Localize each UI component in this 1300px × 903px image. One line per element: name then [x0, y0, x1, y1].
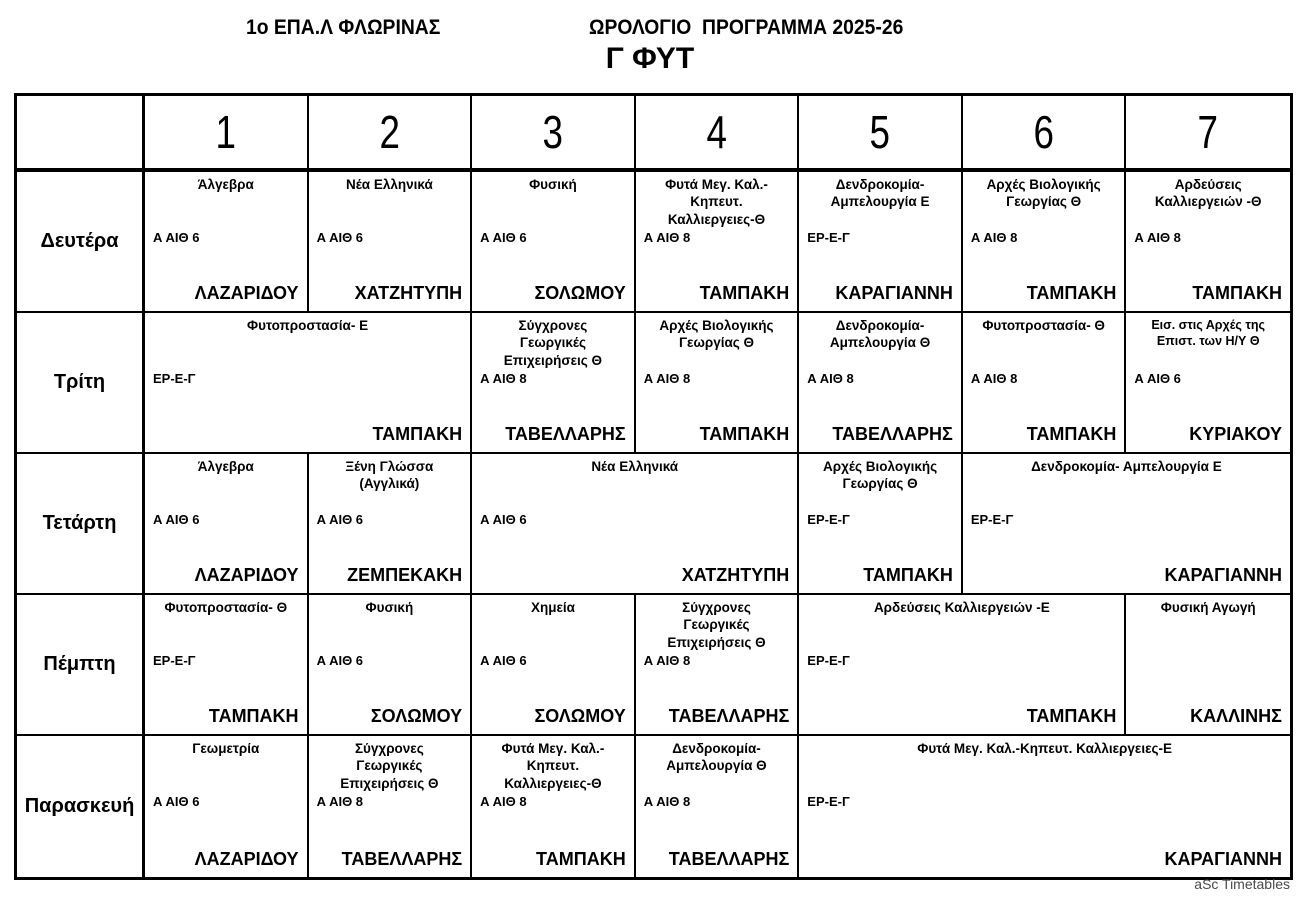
period-number: 3 [542, 106, 564, 158]
teacher-label: ΤΑΜΠΑΚΗ [1026, 283, 1117, 303]
lesson-cell [1126, 172, 1290, 313]
subject-label: Άλγεβρα [197, 459, 254, 474]
period-number: 1 [215, 106, 237, 158]
subject-label: Αρχές Βιολογικής Γεωργίας Θ [659, 318, 774, 351]
room-label: Α ΑΙΘ 8 [480, 371, 527, 386]
lesson-cell [1126, 313, 1290, 454]
program-title: ΩΡΟΛΟΓΙΟ ΠΡΟΓΡΑΜΜΑ 2025-26 [589, 16, 904, 39]
teacher-label: ΤΑΒΕΛΛΑΡΗΣ [341, 849, 463, 869]
lesson-cell [145, 595, 309, 736]
teacher-label: ΛΑΖΑΡΙΔΟΥ [194, 283, 299, 303]
day-label: Τρίτη [53, 371, 106, 393]
lesson-cell [472, 736, 636, 877]
lesson-cell [963, 454, 1290, 595]
room-label: Α ΑΙΘ 8 [1134, 230, 1181, 245]
subject-label: Φυτοπροστασία- Ε [247, 318, 369, 333]
period-header [309, 96, 473, 172]
teacher-label: ΚΑΡΑΓΙΑΝΝΗ [1164, 849, 1282, 869]
room-label: Α ΑΙΘ 8 [970, 230, 1018, 245]
subject-label: Γεωμετρία [192, 741, 260, 756]
period-header [636, 96, 800, 172]
lesson-cell [799, 595, 1126, 736]
subject-label: Νέα Ελληνικά [345, 177, 433, 192]
subject-label: Χημεία [530, 600, 575, 615]
lesson-cell [472, 595, 636, 736]
subject-label: Φυσική Αγωγή [1160, 600, 1256, 615]
lesson-cell [799, 172, 963, 313]
subject-label: Φυσική [529, 177, 577, 192]
teacher-label: ΤΑΜΠΑΚΗ [372, 424, 463, 444]
room-label: Α ΑΙΘ 8 [480, 794, 527, 809]
lesson-cell [636, 172, 800, 313]
period-number: 5 [869, 106, 891, 158]
room-label: ΕΡ-Ε-Γ [153, 653, 196, 668]
subject-label: Δενδροκομία-Αμπελουργία Θ [829, 318, 931, 351]
room-label: Α ΑΙΘ 6 [480, 512, 527, 527]
corner-mark: . [48, 866, 53, 883]
teacher-label: ΛΑΖΑΡΙΔΟΥ [194, 849, 299, 869]
lesson-cell [636, 313, 800, 454]
period-header [472, 96, 636, 172]
subject-label: Αρδεύσεις Καλλιεργειών -Ε [873, 600, 1050, 615]
room-label: Α ΑΙΘ 6 [480, 230, 527, 245]
room-label: ΕΡ-Ε-Γ [807, 794, 850, 809]
day-label-cell [17, 172, 145, 313]
day-label: Δευτέρα [40, 230, 119, 252]
subject-label: Φυτά Μεγ. Καλ.-Κηπευτ. Καλλιεργειες-Θ [501, 741, 605, 791]
subject-label: Σύγχρονες Γεωργικές Επιχειρήσεις Θ [503, 318, 603, 368]
subject-label: Δενδροκομία- Αμπελουργία Ε [1031, 459, 1222, 474]
room-label: Α ΑΙΘ 6 [153, 512, 200, 527]
lesson-cell [799, 736, 1290, 877]
teacher-label: ΣΟΛΩΜΟΥ [370, 706, 463, 726]
lesson-cell [799, 454, 963, 595]
teacher-label: ΤΑΜΠΑΚΗ [1192, 283, 1282, 303]
lesson-cell [145, 313, 472, 454]
lesson-cell [963, 313, 1127, 454]
room-label: Α ΑΙΘ 8 [643, 371, 691, 386]
lesson-cell [309, 172, 473, 313]
subject-label: Φυτά Μεγ. Καλ.-Κηπευτ. Καλλιεργειες-Ε [917, 741, 1173, 756]
teacher-label: ΤΑΜΠΑΚΗ [1026, 706, 1117, 726]
lesson-cell [145, 172, 309, 313]
room-label: Α ΑΙΘ 6 [1134, 371, 1181, 386]
subject-label: Εισ. στις Αρχές της Επιστ. των Η/Υ Θ [1151, 318, 1266, 348]
period-header [799, 96, 963, 172]
subject-label: Φυσική [365, 600, 414, 615]
teacher-label: ΖΕΜΠΕΚΑΚΗ [347, 565, 463, 585]
room-label: Α ΑΙΘ 8 [643, 794, 691, 809]
teacher-label: ΤΑΒΕΛΛΑΡΗΣ [668, 706, 790, 726]
teacher-label: ΚΑΡΑΓΙΑΝΝΗ [835, 283, 953, 303]
period-header [963, 96, 1127, 172]
room-label: Α ΑΙΘ 6 [316, 512, 364, 527]
lesson-cell [145, 454, 309, 595]
period-number: 7 [1197, 106, 1219, 158]
day-label-cell [17, 454, 145, 595]
subject-label: Σύγχρονες Γεωργικές Επιχειρήσεις Θ [340, 741, 439, 791]
subject-label: Αρδεύσεις Καλλιεργειών -Θ [1154, 177, 1262, 210]
room-label: Α ΑΙΘ 8 [970, 371, 1018, 386]
room-label: Α ΑΙΘ 8 [643, 653, 691, 668]
room-label: Α ΑΙΘ 6 [153, 230, 200, 245]
lesson-cell [472, 454, 799, 595]
subject-label: Αρχές Βιολογικής Γεωργίας Θ [823, 459, 938, 492]
asc-branding: aSc Timetables [1194, 876, 1290, 892]
day-label-cell [17, 595, 145, 736]
period-number: 4 [706, 106, 727, 158]
teacher-label: ΤΑΒΕΛΛΑΡΗΣ [505, 424, 626, 444]
subject-label: Άλγεβρα [197, 177, 254, 192]
lesson-cell [309, 736, 473, 877]
lesson-cell [636, 736, 800, 877]
room-label: ΕΡ-Ε-Γ [807, 230, 850, 245]
lesson-cell [799, 313, 963, 454]
teacher-label: ΤΑΜΠΑΚΗ [699, 283, 790, 303]
subject-label: Αρχές Βιολογικής Γεωργίας Θ [986, 177, 1101, 210]
day-label: Τετάρτη [42, 512, 117, 534]
room-label: Α ΑΙΘ 6 [316, 230, 364, 245]
teacher-label: ΤΑΜΠΑΚΗ [699, 424, 790, 444]
teacher-label: ΤΑΜΠΑΚΗ [863, 565, 953, 585]
day-label: Παρασκευή [24, 795, 135, 817]
teacher-label: ΚΑΛΛΙΝΗΣ [1190, 706, 1282, 726]
subject-label: Ξένη Γλώσσα (Αγγλικά) [345, 459, 434, 492]
subject-label: Φυτά Μεγ. Καλ.-Κηπευτ. Καλλιεργειες-Θ [665, 177, 768, 227]
class-title: Γ ΦΥΤ [605, 42, 695, 75]
school-title: 1ο ΕΠΑ.Λ ΦΛΩΡΙΝΑΣ [246, 16, 441, 39]
room-label: Α ΑΙΘ 6 [316, 653, 364, 668]
room-label: Α ΑΙΘ 6 [153, 794, 200, 809]
room-label: Α ΑΙΘ 8 [316, 794, 364, 809]
day-label: Πέμπτη [43, 653, 116, 675]
teacher-label: ΚΥΡΙΑΚΟΥ [1189, 424, 1282, 444]
teacher-label: ΤΑΒΕΛΛΑΡΗΣ [668, 849, 790, 869]
subject-label: Φυτοπροστασία- Θ [164, 600, 288, 615]
lesson-cell [472, 313, 636, 454]
subject-label: Σύγχρονες Γεωργικές Επιχειρήσεις Θ [667, 600, 766, 650]
corner-cell [17, 96, 145, 172]
teacher-label: ΤΑΜΠΑΚΗ [1026, 424, 1117, 444]
subject-label: Φυτοπροστασία- Θ [982, 318, 1105, 333]
room-label: Α ΑΙΘ 8 [643, 230, 691, 245]
teacher-label: ΚΑΡΑΓΙΑΝΝΗ [1164, 565, 1282, 585]
period-header [145, 96, 309, 172]
lesson-cell [963, 172, 1127, 313]
teacher-label: ΛΑΖΑΡΙΔΟΥ [194, 565, 299, 585]
lesson-cell [636, 595, 800, 736]
room-label: Α ΑΙΘ 8 [807, 371, 854, 386]
lesson-cell [1126, 595, 1290, 736]
subject-label: Νέα Ελληνικά [591, 459, 679, 474]
lesson-cell [472, 172, 636, 313]
day-label-cell [17, 313, 145, 454]
subject-label: Δενδροκομία-Αμπελουργία Θ [666, 741, 767, 774]
subject-label: Δενδροκομία-Αμπελουργία Ε [830, 177, 930, 210]
period-header [1126, 96, 1290, 172]
room-label: ΕΡ-Ε-Γ [153, 371, 196, 386]
lesson-cell [145, 736, 309, 877]
lesson-cell [309, 454, 473, 595]
teacher-label: ΧΑΤΖΗΤΥΠΗ [354, 283, 463, 303]
timetable [14, 93, 1293, 880]
period-number: 6 [1033, 106, 1054, 158]
teacher-label: ΣΟΛΩΜΟΥ [534, 283, 626, 303]
room-label: Α ΑΙΘ 6 [480, 653, 527, 668]
teacher-label: ΤΑΜΠΑΚΗ [208, 706, 299, 726]
lesson-cell [309, 595, 473, 736]
teacher-label: ΧΑΤΖΗΤΥΠΗ [681, 565, 790, 585]
teacher-label: ΣΟΛΩΜΟΥ [534, 706, 626, 726]
room-label: ΕΡ-Ε-Γ [807, 512, 850, 527]
day-label-cell [17, 736, 145, 877]
period-number: 2 [379, 106, 400, 158]
teacher-label: ΤΑΜΠΑΚΗ [536, 849, 626, 869]
room-label: ΕΡ-Ε-Γ [970, 512, 1014, 527]
room-label: ΕΡ-Ε-Γ [807, 653, 850, 668]
teacher-label: ΤΑΒΕΛΛΑΡΗΣ [832, 424, 953, 444]
